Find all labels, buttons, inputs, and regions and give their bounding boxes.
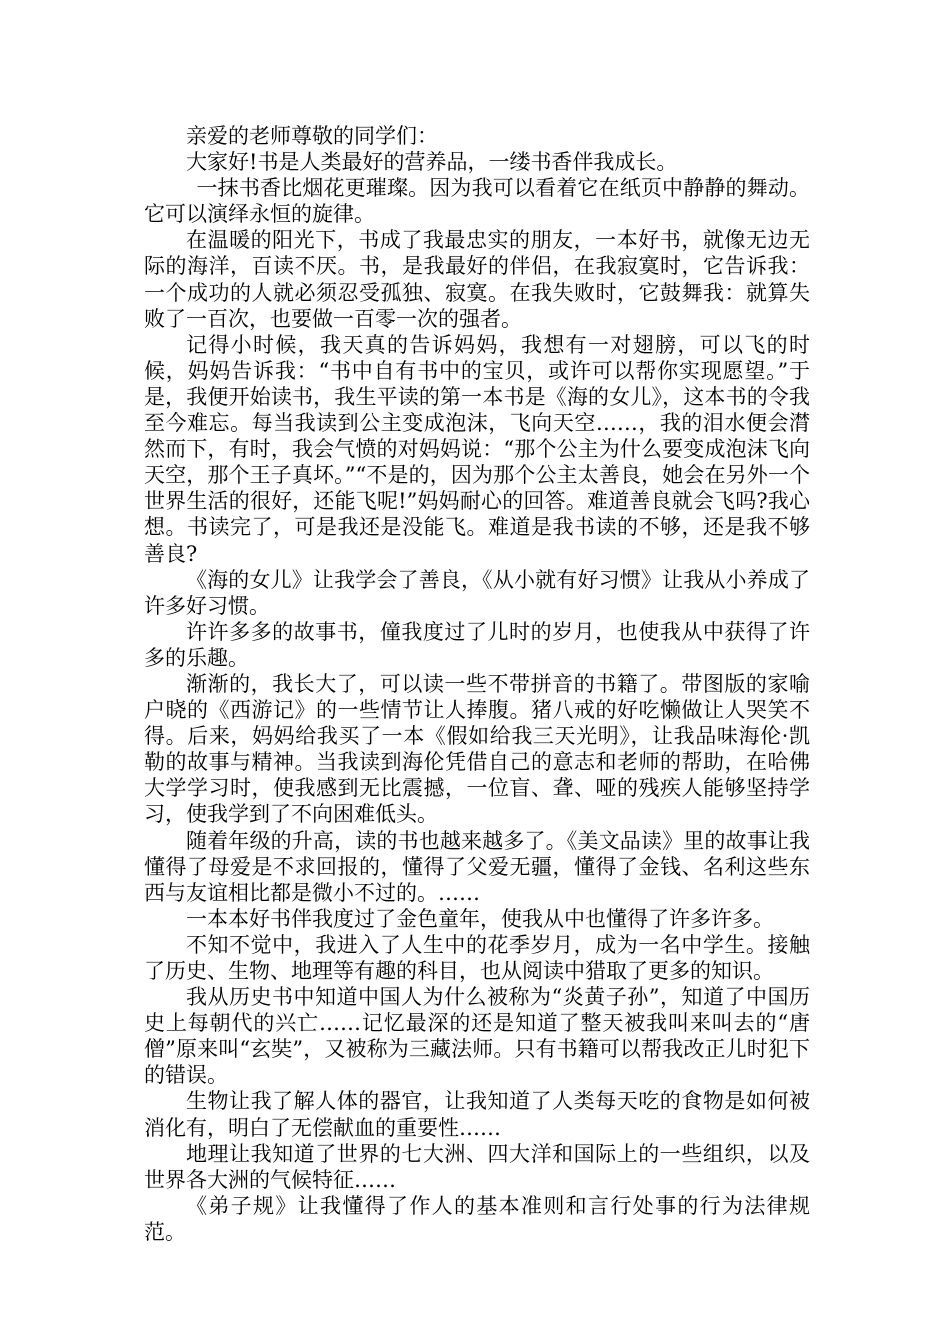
salutation: 亲爱的老师尊敬的同学们： (186, 124, 438, 148)
paragraph: 渐渐的，我长大了，可以读一些不带拼音的书籍了。带图版的家喻户晓的《西游记》的一些情节让人捧腹。猪八戒的好吃懒做让人哭笑不得。后来，妈妈给我买了一本《假如给我三天光明》，让我品味海伦·凯勒的故事与精神。当我读到海伦凭借自己的意志和老师的帮助，在哈佛大学学习时，使我感到无比震撼，一位盲、聋、哑的残疾人能够坚持学习，使我学到了不向困难低头。 (144, 671, 810, 827)
paragraph: 《海的女儿》让我学会了善良，《从小就有好习惯》让我从小养成了许多好习惯。 (144, 567, 810, 618)
paragraph: 一本本好书伴我度过了金色童年，使我从中也懂得了许多许多。 (186, 906, 774, 931)
paragraph: 生物让我了解人体的器官，让我知道了人类每天吃的食物是如何被消化有，明白了无偿献血的重要性…… (144, 1089, 810, 1140)
paragraph: 随着年级的升高，读的书也越来越多了。《美文品读》里的故事让我懂得了母爱是不求回报的，懂得了父爱无疆，懂得了金钱、名利这些东西与友谊相比都是微小不过的。…… (144, 828, 810, 905)
paragraph: 我从历史书中知道中国人为什么被称为“炎黄子孙”，知道了中国历史上每朝代的兴亡……记忆最深的还是知道了整天被我叫来叫去的“唐僧”原来叫“玄奘”，又被称为三藏法师。只有书籍可以帮我改正儿时犯下的错误。 (144, 985, 810, 1088)
paragraph: 地理让我知道了世界的七大洲、四大洋和国际上的一些组织，以及世界各大洲的气候特征…… (144, 1141, 810, 1192)
paragraph: 记得小时候，我天真的告诉妈妈，我想有一对翅膀，可以飞的时候，妈妈告诉我：“书中自有书中的宝贝，或许可以帮你实现愿望。”于是，我便开始读书，我生平读的第一本书是《海的女儿》，这本书的令我至今难忘。每当我读到公主变成泡沫，飞向天空……，我的泪水便会潸然而下，有时，我会气愤的对妈妈说：“那个公主为什么要变成泡沫飞向天空，那个王子真坏。”“不是的，因为那个公主太善良，她会在另外一个世界生活的很好，还能飞呢!”妈妈耐心的回答。难道善良就会飞吗?我心想。书读完了，可是我还是没能飞。难道是我书读的不够，还是我不够善良? (144, 332, 810, 566)
paragraph: 许许多多的故事书，僮我度过了儿时的岁月，也使我从中获得了许多的乐趣。 (144, 619, 810, 670)
paragraph: 一抹书香比烟花更璀璨。因为我可以看着它在纸页中静静的舞动。它可以演绎永恒的旋律。 (144, 176, 810, 227)
paragraph: 大家好!书是人类最好的营养品，一缕书香伴我成长。 (186, 150, 678, 175)
paragraph: 《弟子规》让我懂得了作人的基本准则和言行处事的行为法律规范。 (144, 1193, 810, 1244)
speech-text-body (144, 123, 810, 1245)
paragraph: 在温暖的阳光下，书成了我最忠实的朋友，一本好书，就像无边无际的海洋，百读不厌。书，是我最好的伴侣，在我寂寞时，它告诉我：一个成功的人就必须忍受孤独、寂寞。在我失败时，它鼓舞我：就算失败了一百次，也要做一百零一次的强者。 (144, 228, 810, 331)
paragraph: 不知不觉中，我进入了人生中的花季岁月，成为一名中学生。接触了历史、生物、地理等有趣的科目，也从阅读中猎取了更多的知识。 (144, 932, 810, 983)
